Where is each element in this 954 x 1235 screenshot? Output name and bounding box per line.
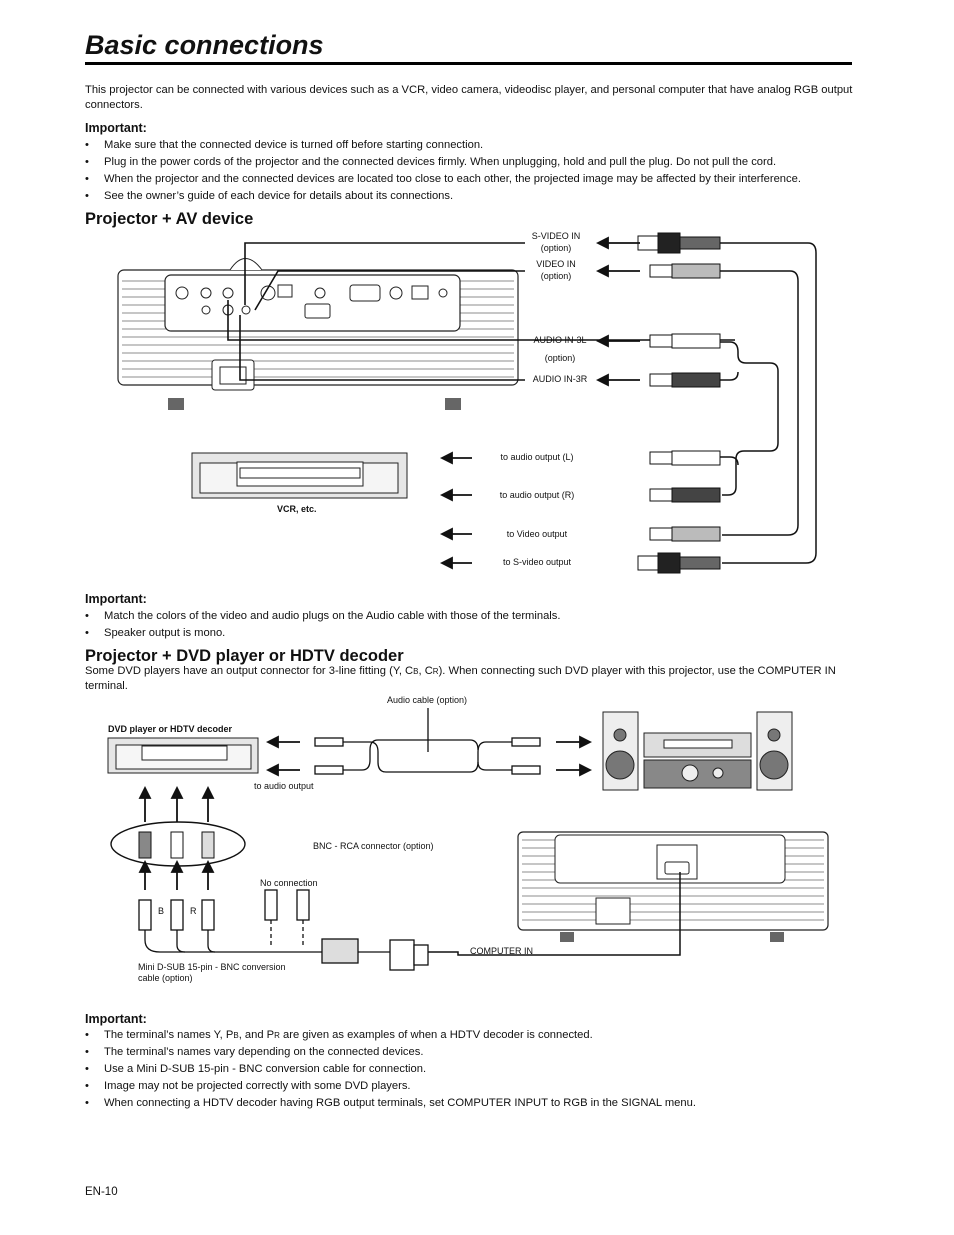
audio-in-3l-label: AUDIO IN-3L bbox=[533, 335, 587, 345]
projector-illustration bbox=[118, 259, 518, 411]
video-option-label: (option) bbox=[540, 271, 572, 281]
list-item: • When the projector and the connected devices are located too close to each other, the projected image may be affected by their interference. bbox=[85, 171, 865, 188]
to-svideo-output-label: to S-video output bbox=[502, 557, 572, 567]
svideo-in-label: S-VIDEO IN bbox=[531, 231, 581, 241]
list-item: • The terminal’s names vary depending on the connected devices. bbox=[85, 1044, 865, 1061]
av-connection-diagram bbox=[0, 225, 954, 580]
vcr-label: VCR, etc. bbox=[277, 504, 317, 514]
section-heading-av: Projector + AV device bbox=[85, 210, 254, 228]
video-in-label: VIDEO IN bbox=[536, 259, 576, 269]
to-video-output-label: to Video output bbox=[506, 529, 568, 539]
important-list-3 bbox=[85, 1027, 865, 1112]
section-heading-dvd: Projector + DVD player or HDTV decoder bbox=[85, 647, 404, 665]
audio-system-illustration bbox=[603, 712, 792, 790]
audio-cable bbox=[315, 708, 540, 774]
list-item: • Image may not be projected correctly with some DVD players. bbox=[85, 1078, 865, 1095]
list-item: • Speaker output is mono. bbox=[85, 625, 865, 642]
computer-in-label: COMPUTER IN bbox=[470, 946, 533, 956]
important-list-2 bbox=[85, 608, 865, 642]
important-heading-2: Important: bbox=[85, 592, 147, 606]
important-heading-3: Important: bbox=[85, 1012, 147, 1026]
vcr-illustration bbox=[192, 453, 407, 498]
to-audio-output-label: to audio output bbox=[254, 781, 314, 791]
dvd-paragraph: Some DVD players have an output connector for 3-line fitting (Y, CB, CR). When connecting such DVD player with this projector, use the COMPUTER IN terminal. bbox=[85, 665, 836, 692]
svideo-option-label: (option) bbox=[540, 243, 572, 253]
list-item: • Plug in the power cords of the projector and the connected devices firmly. When unplugging, hold and pull the plug. Do not pull the cord. bbox=[85, 154, 865, 171]
b-label: B bbox=[158, 906, 165, 916]
projector-illustration-2 bbox=[518, 832, 828, 942]
list-item: • When connecting a HDTV decoder having RGB output terminals, set COMPUTER INPUT to RGB in the SIGNAL menu. bbox=[85, 1095, 865, 1112]
important-list-1 bbox=[85, 137, 865, 205]
intro-paragraph: This projector can be connected with various devices such as a VCR, video camera, videodisc player, and personal computer that have analog RGB output connectors. bbox=[85, 84, 853, 111]
r-label: R bbox=[190, 906, 197, 916]
page-number: EN-10 bbox=[85, 1186, 118, 1198]
dvd-player-illustration bbox=[108, 738, 258, 773]
bnc-rca-connectors bbox=[111, 822, 245, 866]
audio-option-label: (option) bbox=[544, 353, 576, 363]
plugs bbox=[638, 233, 720, 573]
title-rule bbox=[85, 62, 852, 65]
to-audio-output-l-label: to audio output (L) bbox=[500, 452, 574, 462]
list-item: • Use a Mini D-SUB 15-pin - BNC conversion cable for connection. bbox=[85, 1061, 865, 1078]
page-title: Basic connections bbox=[85, 30, 324, 60]
list-item: • Make sure that the connected device is turned off before starting connection. bbox=[85, 137, 865, 154]
important-heading-1: Important: bbox=[85, 121, 147, 135]
list-item: • Match the colors of the video and audio plugs on the Audio cable with those of the terminals. bbox=[85, 608, 865, 625]
dvd-player-label: DVD player or HDTV decoder bbox=[108, 724, 233, 734]
list-item: • The terminal’s names Y, PB, and PR are given as examples of when a HDTV decoder is connected. bbox=[85, 1027, 865, 1044]
audio-in-3r-label: AUDIO IN-3R bbox=[532, 374, 588, 384]
to-audio-output-r-label: to audio output (R) bbox=[499, 490, 575, 500]
audio-cable-label: Audio cable (option) bbox=[386, 695, 468, 705]
bnc-cable bbox=[139, 890, 428, 970]
list-item: • See the owner’s guide of each device for details about its connections. bbox=[85, 188, 865, 205]
mini-dsub-label: Mini D-SUB 15-pin - BNC conversion cable (option) bbox=[138, 962, 286, 983]
no-connection-label: No connection bbox=[260, 878, 318, 888]
bnc-rca-label: BNC - RCA connector (option) bbox=[313, 841, 434, 851]
